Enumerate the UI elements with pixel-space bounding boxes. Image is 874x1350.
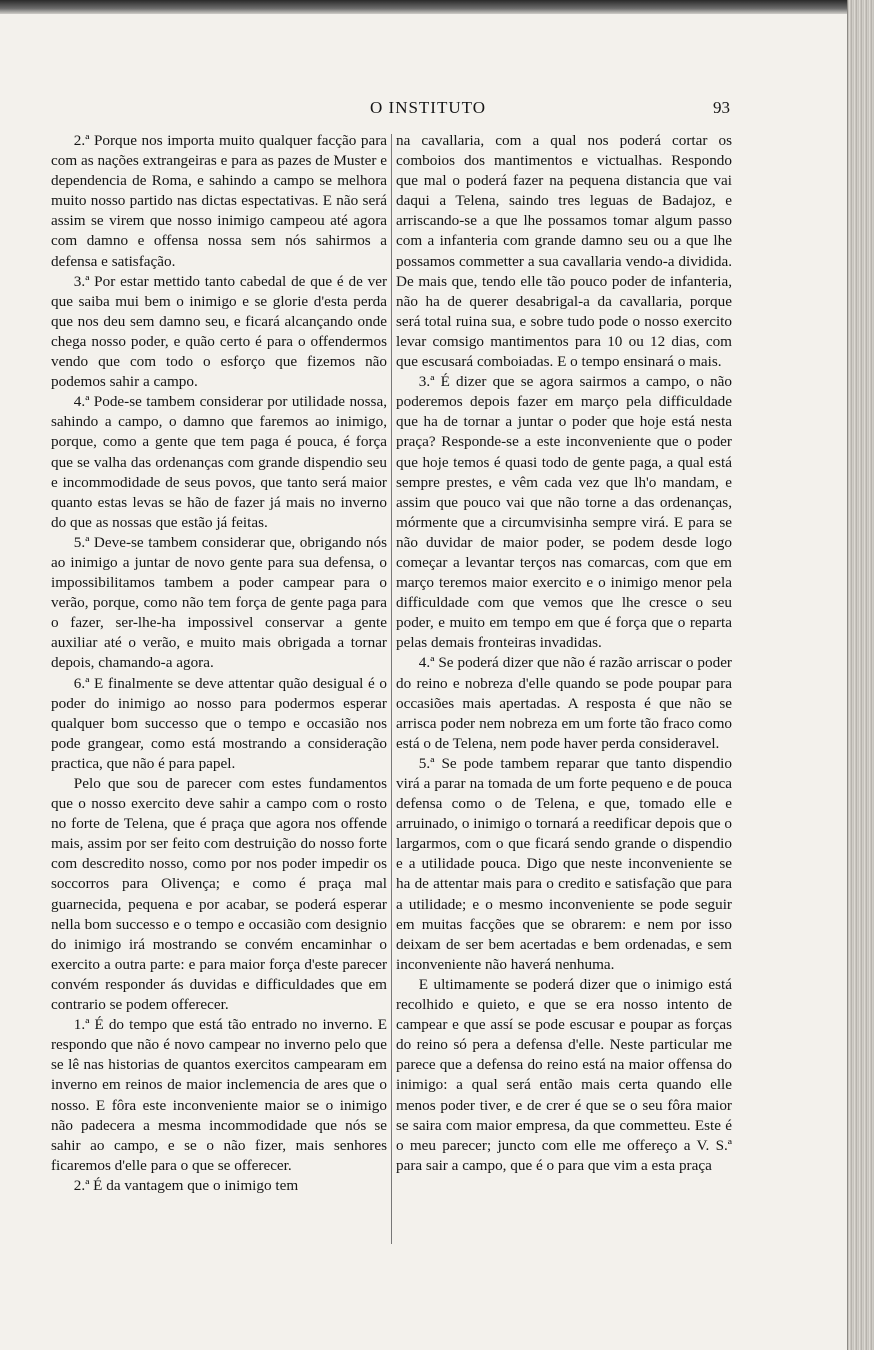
paragraph: 3.ª Por estar mettido tanto cabedal de que é de ver que saiba mui bem o inimigo e se glorie d'esta perda que nos deu sem damno seu, e ficará alcançando onde chega nosso poder, e quão certo é para o offendermos vendo que com todo o esforço que fizemos não podemos sahir a campo. <box>51 272 387 391</box>
paragraph: Pelo que sou de parecer com estes fundamentos que o nosso exercito deve sahir a campo com o rosto no forte de Telena, que é praça que agora nos offende mais, assim por ser feito com destruição do nosso forte com descredito nosso, como por nos poder impedir os soccorros para Olivença; e como é praça mal guarnecida, pequena e por acabar, se poderá esperar nella bom successo e o tempo e occasião com designio do inimigo irá mostrando se convém encaminhar o exercito a outra parte: e para maior força d'este parecer convém responder ás duvidas e difficuldades que em contrario se podem offerecer. <box>51 775 387 1014</box>
page-number: 93 <box>713 98 730 117</box>
paragraph: 3.ª É dizer que se agora sairmos a campo, o não poderemos depois fazer em março pela difficuldade que ha de tornar a juntar o poder que hoje está nesta praça? Responde-se a este inconveniente que o poder que hoje temos é quasi todo de gente paga, a qual está sempre prestes, e vêm cada vez que lh'o mandam, e assim que pouco vai que não torne a das ordenanças, mórmente que a circumvisinha sempre virá. E para se não duvidar de maior poder, se podem desde logo começar a levantar terços nas comarcas, com que em março teremos maior exercito e o inimigo menor pela difficuldade com que vemos que lhe cresce o seu poder, e muito em tempo em que é força que o reparta pelas demais fronteiras invadidas. <box>396 373 732 652</box>
paragraph: na cavallaria, com a qual nos poderá cortar os comboios dos mantimentos e victualhas. Respondo que mal o poderá fazer na pequena distancia que vai daqui a Telena, saindo tres leguas de Badajoz, e arriscando-se a que lhe possamos tomar algum passo com a infanteria com grande damno seu ou a que lhe possamos commetter a sua cavallaria vendo-a dividida. De mais que, tendo elle tão pouco poder de infanteria, não ha de querer desabrigal-a da cavallaria, porque será total ruina sua, e sobre tudo pode o nosso exercito levar comsigo mantimentos para 10 ou 12 dias, com que escusará comboiadas. E o tempo ensinará o mais. <box>396 132 732 371</box>
paragraph: 5.ª Se pode tambem reparar que tanto dispendio virá a parar na tomada de um forte pequeno e de pouca defensa como o de Telena, e que, tomado elle e arruinado, o inimigo o tornará a reedificar depois que o largarmos, com o que ficará sendo grande o dispendio e a utilidade pouca. Digo que neste inconveniente se ha de attentar mais para o credito e satisfação que para a utilidade; e o mesmo inconveniente se pode seguir em muitas facções que se obrarem: e nem por isso deixam de ser bem acertadas e bem ordenadas, e sem inconveniente não haverá nenhuma. <box>396 754 732 973</box>
paragraph: 1.ª É do tempo que está tão entrado no inverno. E respondo que não é novo campear no inverno pelo que se lê nas historias de quantos exercitos campearam em inverno em reinos de maior inclemencia de ares que o nosso. E fôra este inconveniente maior se o inimigo não padecera a mesma incommodidade que nós se sahir ao campo, e se o não fizer, mais senhores ficaremos d'elle para o que se offerecer. <box>51 1016 387 1174</box>
left-column <box>51 131 387 1196</box>
paragraph: 4.ª Se poderá dizer que não é razão arriscar o poder do reino e nobreza d'elle quando se pode poupar para occasiões mais apertadas. A resposta é que não se arrisca poder nem nobreza em um forte tão fraco como está o de Telena, nem pode haver perda consideravel. <box>396 654 732 752</box>
column-divider <box>391 134 392 1244</box>
right-column <box>396 131 732 1176</box>
paragraph: E ultimamente se poderá dizer que o inimigo está recolhido e quieto, e que se era nosso intento de campear e que assí se pode escusar e poupar as forças do reino só pera a defensa d'elle. Neste particular me parece que a defensa do reino está na maior offensa do inimigo: a qual será então mais certa quando elle menos poder tiver, e de crer é que se o seu fôra maior se saira com maior empresa, da que commetteu. Este é o meu parecer; juncto com elle me offereço a V. S.ª para sair a campo, que é o para que vim a esta praça <box>396 975 732 1174</box>
paragraph: 6.ª E finalmente se deve attentar quão desigual é o poder do inimigo ao nosso para podermos esperar qualquer bom successo que o tempo e occasião nos pode grangear, como está mostrando a consideração practica, que não é para papel. <box>51 674 387 772</box>
paragraph: 2.ª Porque nos importa muito qualquer facção para com as nações extrangeiras e para as pazes de Muster e dependencia de Roma, e sahindo a campo se melhora muito nosso partido nas dictas espectativas. E não será assim se virem que nosso inimigo campeou até agora com damno e offensa nossa sem nós sahirmos a defensa e satisfação. <box>51 132 387 270</box>
page-header <box>40 98 740 120</box>
scan-top-edge <box>0 0 874 14</box>
paragraph: 5.ª Deve-se tambem considerar que, obrigando nós ao inimigo a juntar de novo gente para sua defensa, o impossibilitamos tambem a poder campear para o verão, porque, como não tem força de gente paga para o fazer, ser-lhe-ha impossivel conservar a gente auxiliar até o verão, e muito mais obrigada a tornar depois, chamando-a agora. <box>51 533 387 672</box>
running-title: O INSTITUTO <box>370 98 486 117</box>
paragraph: 4.ª Pode-se tambem considerar por utilidade nossa, sahindo a campo, o damno que faremos ao inimigo, porque, como a gente que tem paga é pouca, é força que se valha das ordenanças com grande dispendio seu e incommodidade de seus povos, que tanto será maior quanto estas levas se hão de fazer já mais no inverno do que as nossas que estão já feitas. <box>51 393 387 531</box>
paragraph: 2.ª É da vantagem que o inimigo tem <box>73 1176 299 1194</box>
page-stack-edge <box>847 0 874 1350</box>
